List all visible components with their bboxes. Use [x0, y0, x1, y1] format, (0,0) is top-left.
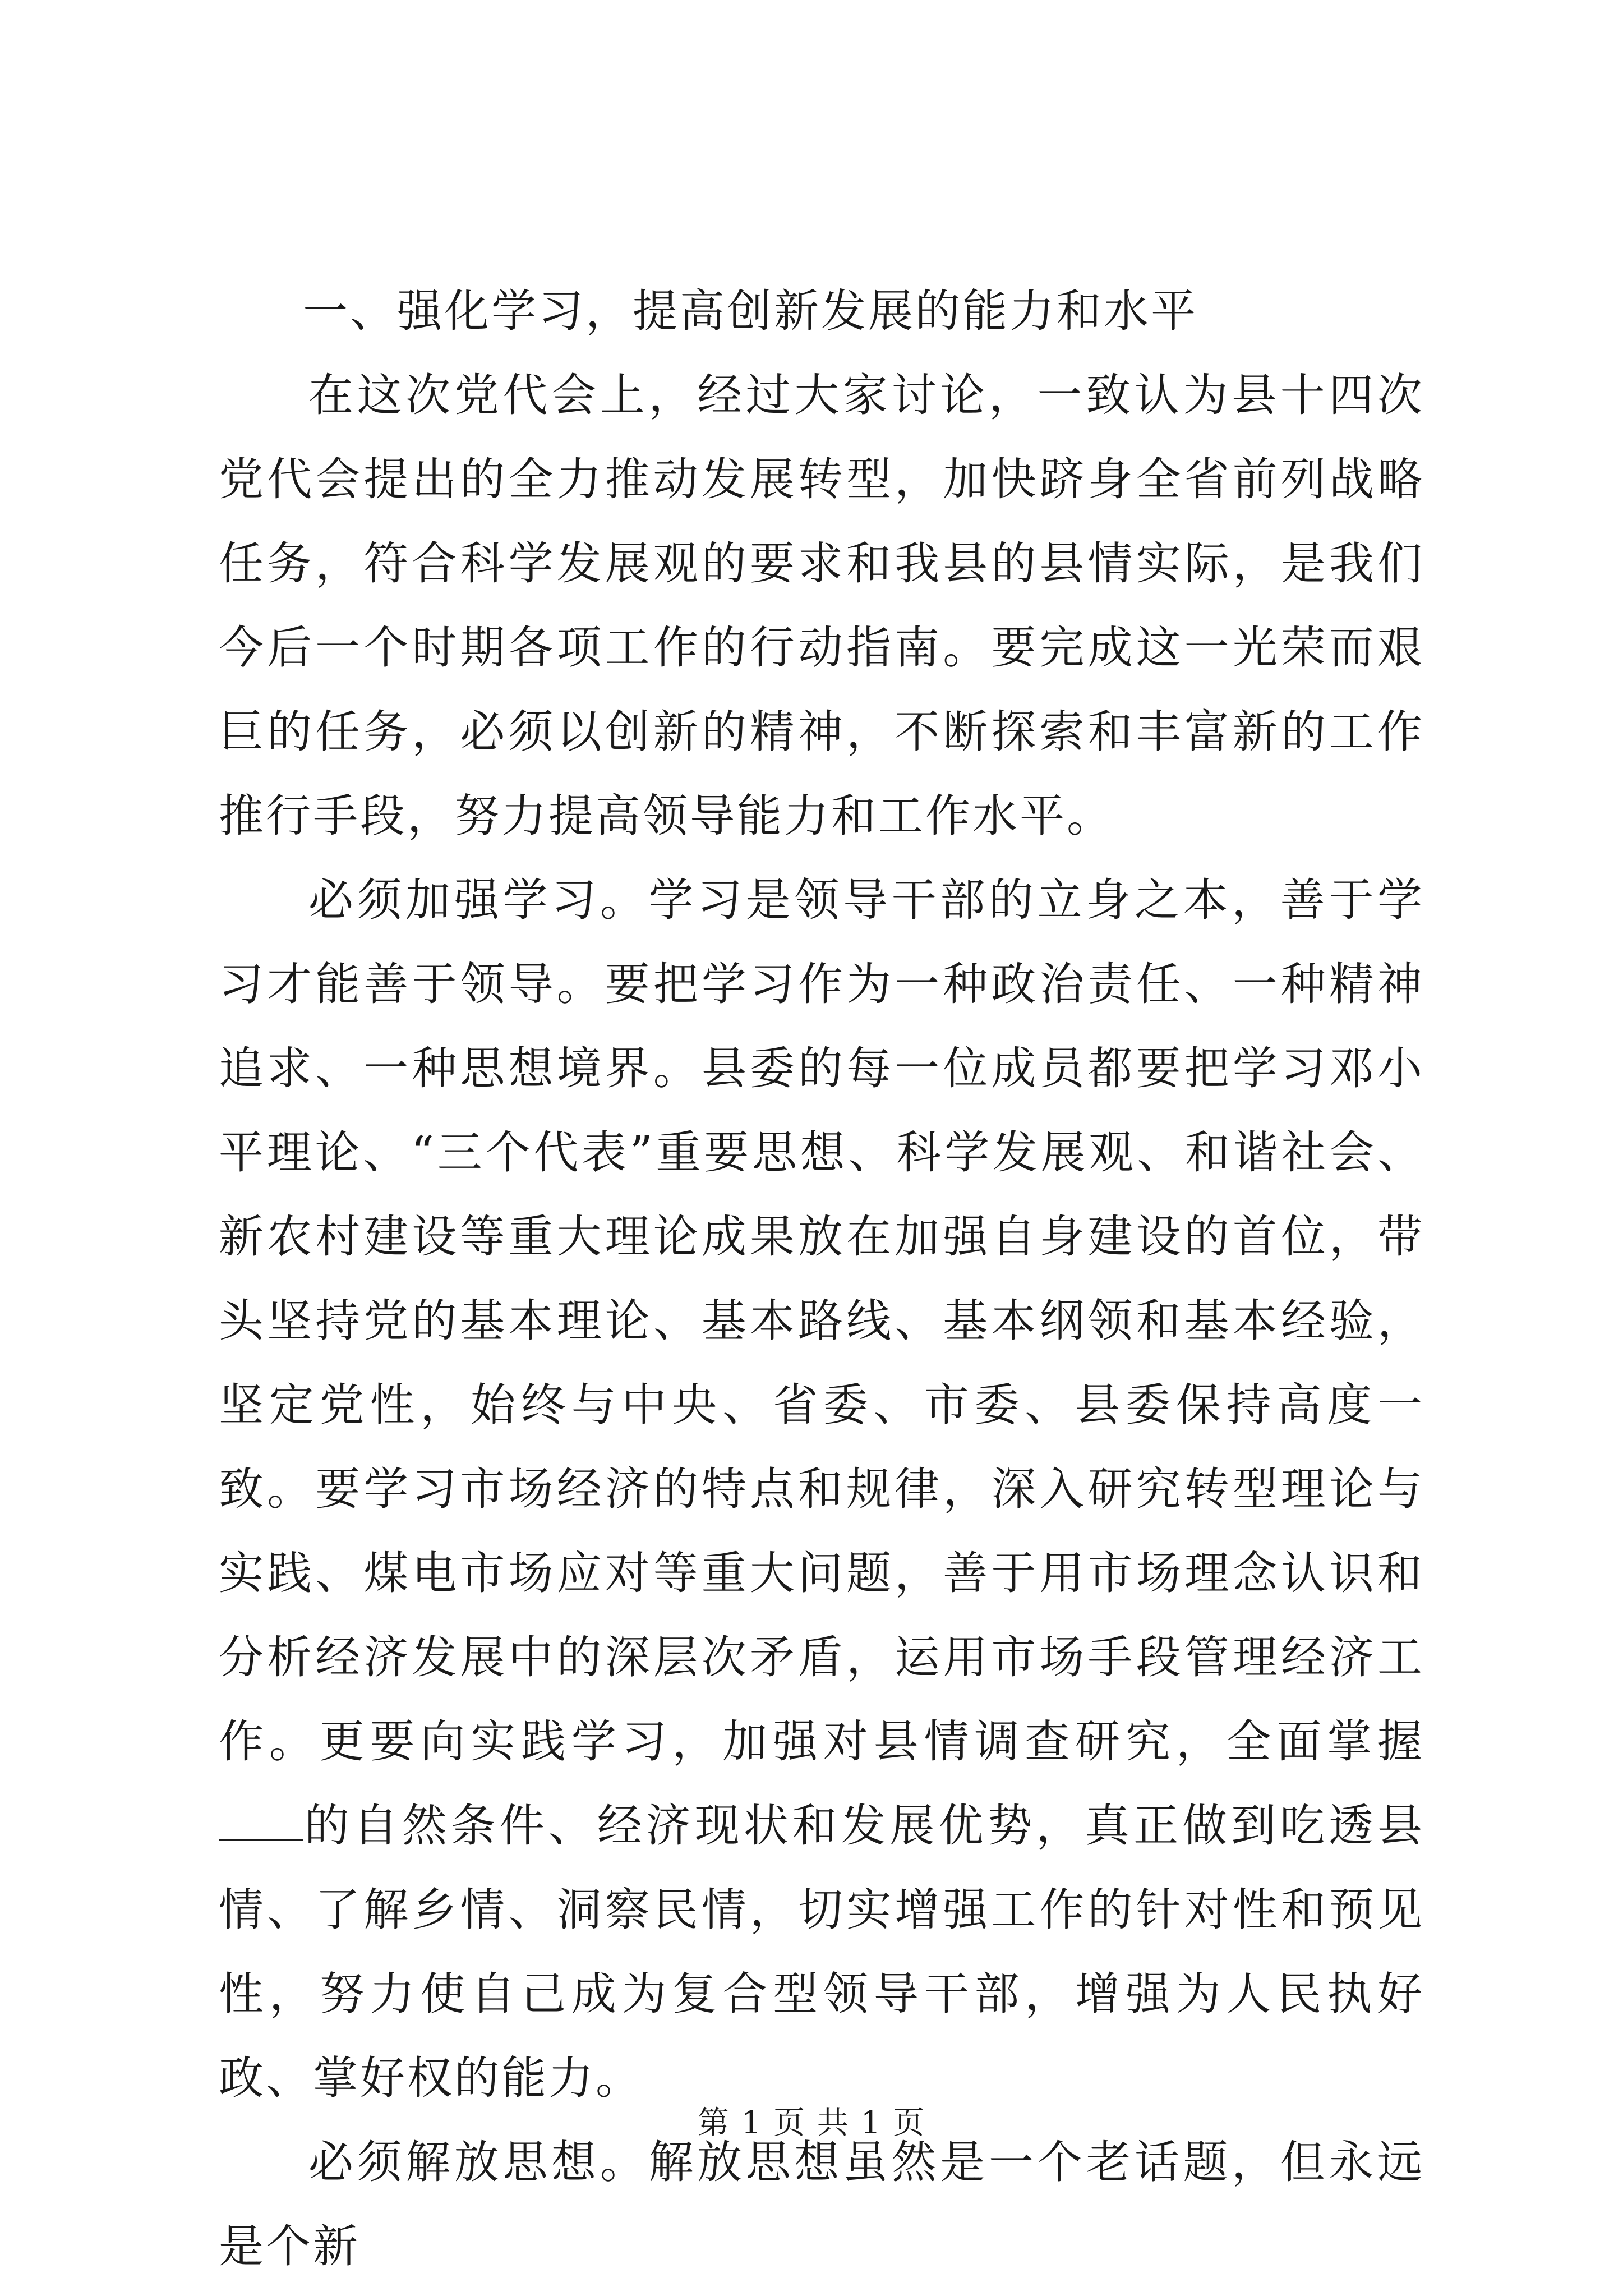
blank-placeholder	[219, 1805, 303, 1841]
page-footer: 第 1 页 共 1 页	[697, 2105, 926, 2141]
paragraph-2-text: 必须加强学习。学习是领导干部的立身之本，善于学习才能善于领导。要把学习作为一种政治责任、一种精神追求、一种思想境界。县委的每一位成员都要把学习邓小平理论、“三个代表”重要思想、科学发展观、和谐社会、新农村建设等重大理论成果放在加强自身建设的首位，带头坚持党的基本理论、基本路线、基本纲领和基本经验，坚定党性，始终与中央、省委、市委、县委保持高度一致。要学习市场经济的特点和规律，深入研究转型理论与实践、煤电市场应对等重大问题，善于用市场理念认识和分析经济发展中的深层次矛盾，运用市场手段管理经济工作。更要向实践学习，加强对县情调查研究，全面掌握	[219, 874, 1424, 1768]
document-body	[219, 269, 1424, 2289]
section-heading: 一、强化学习，提高创新发展的能力和水平	[303, 285, 1198, 337]
paragraph-2-tail: 的自然条件、经济现状和发展优势，真正做到吃透县情、了解乡情、洞察民情，切实增强工作的针对性和预见性，努力使自己成为复合型领导干部，增强为人民执好政、掌好权的能力。	[219, 1800, 1424, 2104]
paragraph-2	[219, 858, 1424, 2120]
paragraph-3: 必须解放思想。解放思想虽然是一个老话题，但永远是个新	[219, 2136, 1424, 2272]
paragraph-1: 在这次党代会上，经过大家讨论，一致认为县十四次党代会提出的全力推动发展转型，加快跻身全省前列战略任务，符合科学发展观的要求和我县的县情实际，是我们今后一个时期各项工作的行动指南。要完成这一光荣而艰巨的任务，必须以创新的精神，不断探索和丰富新的工作推行手段，努力提高领导能力和工作水平。	[219, 369, 1424, 842]
